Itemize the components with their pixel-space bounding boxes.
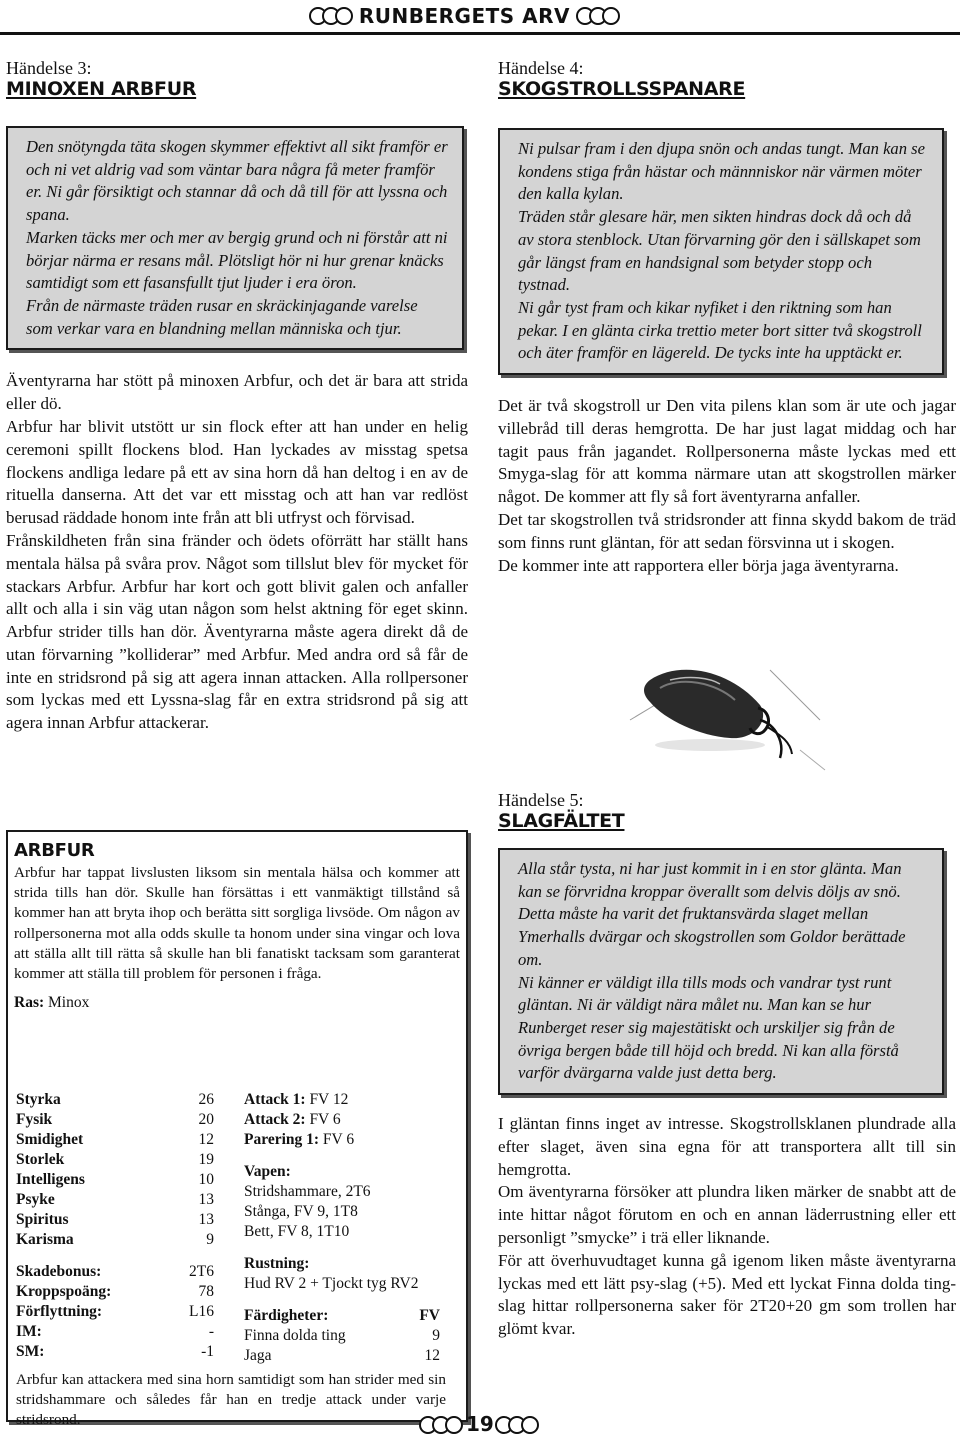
derived-row: Kroppspoäng: 78: [16, 1283, 214, 1300]
page-number: 19: [466, 1412, 494, 1436]
race-label: Ras:: [14, 994, 45, 1012]
knot-ornament-icon: [576, 7, 620, 25]
left-column: [6, 58, 468, 1429]
event5-section: [498, 790, 956, 1341]
weapon-item: Stånga, FV 9, 1T8: [244, 1203, 358, 1220]
event5-title: SLAGFÄLTET: [498, 810, 625, 832]
event3-body-paragraph: Arbfur har blivit utstött ur sin flock efter att han under en helig ceremoni spillt flockens blod. Han lyckades av misstag spetsa flockens andliga ledare på ett av sina horn då han deltog i en av de rituella danserna. Att det var ett misstag och att han var redlöst berusad räddade honom inte från att bli utfryst och förvisad.: [6, 416, 468, 528]
event3-box-paragraph: Från de närmaste träden rusar en skräckinjagande varelse som verkar vara en blandning mellan människa och tjur.: [26, 295, 418, 338]
attribute-row: Fysik 20: [16, 1111, 214, 1128]
attribute-row: Smidighet 12: [16, 1131, 214, 1148]
event5-read-aloud-box: [498, 848, 944, 1095]
running-title-text: RUNBERGETS ARV: [358, 4, 570, 28]
race-value: Minox: [48, 994, 90, 1012]
event4-title: SKOGSTROLLSSPANARE: [498, 78, 746, 100]
page-footer: [0, 1400, 960, 1439]
attribute-row: Karisma 9: [16, 1231, 214, 1248]
skills-header: Färdigheter: FV: [244, 1307, 440, 1324]
combat-list: [244, 1090, 452, 1366]
event5-box-paragraph: Ni känner er väldigt illa tills mods och vandrar tyst runt gläntan. Ni är väldigt nära målet nu. Man kan se hur Runberget reser sig majestätiskt och urskiljer sig från de övriga bergen både till höjd och bredd. Ni kan alla förstå varför dvärgarna valde just detta berg.: [518, 972, 899, 1083]
derived-row: Förflyttning: L16: [16, 1303, 214, 1320]
event4-body-paragraph: Det tar skogstrollen två stridsronder att finna skydd bakom de träd som finns runt gläntan, för att sedan försvinna ut i skogen.: [498, 510, 956, 552]
attack-row: Attack 2: FV 6: [244, 1111, 341, 1128]
event3-body-paragraph: Äventyrarna har stött på minoxen Arbfur, och det är bara att strida eller dö.: [6, 371, 468, 414]
stat-block-title: ARBFUR: [14, 840, 95, 861]
event4-box-paragraph: Ni pulsar fram i den djupa snön och andas tungt. Man kan se kondens stiga från hästar och männniskor när värmen möter den kalla kylan.: [518, 139, 926, 204]
pouch-illustration: [620, 650, 830, 780]
event5-body-paragraph: För att överhuvudtaget kunna gå igenom liken måste äventyrarna lyckas med ett lätt psy-slag (+5). Med ett lyckat Finna dolda ting-slag hittar rollpersonerna saker för 2T20+20 gm som trollen har glömt kvar.: [498, 1250, 956, 1339]
right-column: [498, 58, 956, 1339]
page-header: [0, 0, 960, 40]
event5-body-paragraph: Om äventyrarna försöker att plundra liken märker de snabbt att de inte hittar något förutom en och en annan läderrustning eller ett personligt ”smycke” i trä eller liknande.: [498, 1182, 956, 1248]
attribute-row: Intelligens 10: [16, 1171, 214, 1188]
event3-label: Händelse 3:: [6, 58, 92, 78]
event3-body: [6, 370, 468, 735]
weapons-label: Vapen:: [244, 1163, 291, 1180]
stat-block-race: [14, 994, 460, 1012]
event3-title: MINOXEN ARBFUR: [6, 78, 197, 100]
attribute-row: Psyke 13: [16, 1191, 214, 1208]
skill-row: Jaga 12: [244, 1347, 440, 1364]
event4-body-paragraph: Det är två skogstroll ur Den vita pilens klan som är ute och jagar villebråd till deras hemgrotta. De har just lagat middag och har tagit paus från jagandet. Rollpersonerna måste lyckas med ett Smyga-slag för att komma närmare utan att skogstrollen märker något. De kommer att fly så fort äventyrarna anfaller.: [498, 396, 956, 507]
arbfur-stat-block: [6, 830, 468, 1429]
stat-block-footer: Arbfur kan attackera med sina horn samtidigt som han strider med sin stridshammare och således får han en tredje attack under varje stridsrond.: [16, 1371, 446, 1429]
event3-box-paragraph: Den snötyngda täta skogen skymmer effektivt all sikt framför er och ni vet aldrig vad som väntar bara några få meter framför er. Ni går försiktigt och stannar då och då till för att lyssna och spana.: [26, 137, 448, 225]
attribute-row: Storlek 19: [16, 1151, 214, 1168]
attribute-row: Spiritus 13: [16, 1211, 214, 1228]
event4-read-aloud-box: [498, 128, 944, 375]
event4-body: [498, 395, 956, 577]
weapon-item: Stridshammare, 2T6: [244, 1183, 371, 1200]
event5-box-paragraph: Alla står tysta, ni har just kommit in i en stor glänta. Man kan se förvridna kroppar överallt som delvis döljs av snö. Detta måste ha varit det fruktansvärda slaget mellan Ymerhalls dvärgar och skogstrollen som Goldor berättade om.: [518, 859, 906, 969]
skill-row: Finna dolda ting 9: [244, 1327, 440, 1344]
event5-body: [498, 1113, 956, 1341]
weapon-item: Bett, FV 8, 1T10: [244, 1223, 350, 1240]
derived-row: SM: -1: [16, 1343, 214, 1360]
event3-box-paragraph: Marken täcks mer och mer av bergig grund och ni förstår att ni börjar närma er resans mål. Plötsligt hör ni hur grenar knäcks samtidigt som ett fasansfullt tjut ljuder i era öron.: [26, 227, 448, 293]
derived-row: IM: -: [16, 1323, 214, 1340]
armor-value: Hud RV 2 + Tjockt tyg RV2: [244, 1275, 419, 1292]
derived-row: Skadebonus: 2T6: [16, 1263, 214, 1280]
running-title: [309, 4, 620, 28]
pouch-drawing: [630, 670, 825, 770]
event3-read-aloud-box: [6, 126, 464, 350]
attribute-row: Styrka 26: [16, 1091, 214, 1108]
attack-row: Parering 1: FV 6: [244, 1131, 355, 1148]
armor-label: Rustning:: [244, 1255, 310, 1272]
knot-ornament-icon: [500, 1416, 539, 1434]
event4-box-paragraph: Ni går tyst fram och kikar nyfiket i den riktning som han pekar. I en glänta cirka trettio meter bort sitter två skogstroll och äter framför en lägereld. De tycks inte ha upptäckt er.: [518, 297, 922, 363]
event4-box-paragraph: Träden står glesare här, men sikten hindras dock då och då av stora stenblock. Utan förvarning gör den i sällskapet som går längst fram en handsignal som betyder stopp och tystnad.: [518, 207, 921, 295]
attack-row: Attack 1: FV 12: [244, 1091, 349, 1108]
stat-block-description: Arbfur har tappat livslusten liksom sin mentala hälsa och kommer att strida tills han dör. Skulle han försättas i ett vanmäktigt tillstånd så kommer han att bryta ihop och berätta sitt sorgliga livsöde. Om någon av rollpersonerna mot alla odds skulle ta honom under sina vingar och lova att ställa allt till rätta så skulle han bli fanatiskt tacksam som garanterat kommer att ställa till problem för personen i fråga.: [14, 864, 460, 983]
event4-label: Händelse 4:: [498, 58, 584, 78]
knot-ornament-icon: [424, 1416, 463, 1434]
event3-body-paragraph: Frånskildheten från sina fränder och ödets oförrätt har ställt hans mentala hälsa på svåra prov. Något som tillslut blev för mycket för stackars Arbfur. Arbfur har kort och gott blivit galen och anfaller allt och alla i sin väg utan någon som helst aktning för eget skinn. Arbfur strider tills han dör. Äventyrarna måste agera direkt då de utan förvarning ”kolliderar” med Arbfur. Med andra ord så får de inte en stridsrond på sig att agera innan attacken. Alla rollpersoner som lyckas med ett Lyssna-slag får en extra stridsrond på sig att agera innan Arbfur attackerar.: [6, 530, 468, 733]
event5-body-paragraph: I gläntan finns inget av intresse. Skogstrollsklanen plundrade alla efter slaget, även sina egna för att transportera allt till sin hemgrotta.: [498, 1114, 956, 1179]
event4-body-paragraph: De kommer inte att rapportera eller börja jaga äventyrarna.: [498, 555, 899, 575]
header-rule: [0, 32, 960, 35]
attribute-list: [16, 1090, 214, 1362]
knot-ornament-icon: [309, 7, 353, 25]
event5-label: Händelse 5:: [498, 790, 584, 810]
